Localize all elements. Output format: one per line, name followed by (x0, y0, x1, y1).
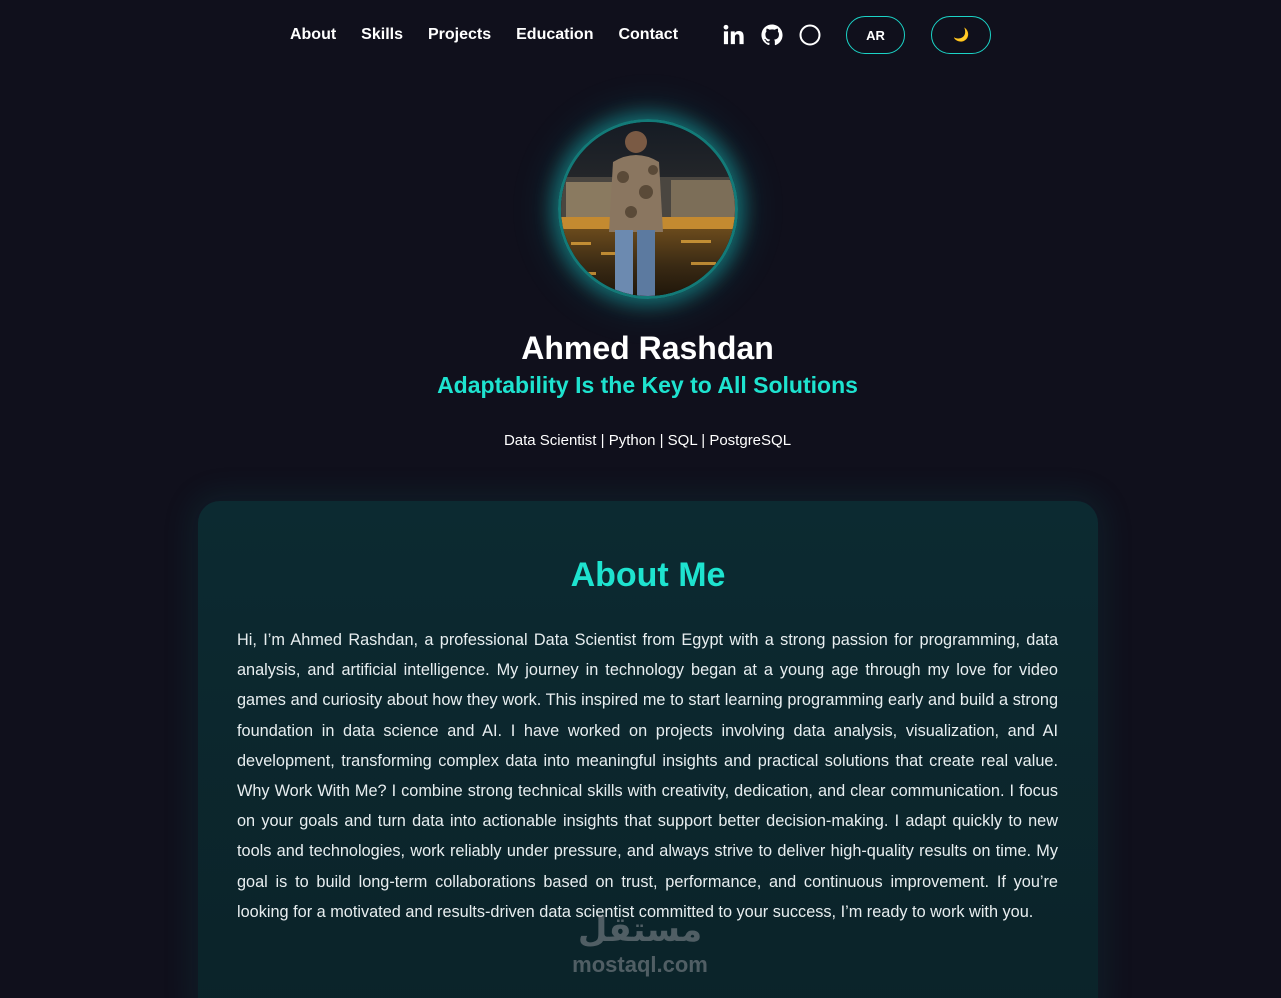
nav-link-skills[interactable]: Skills (361, 26, 403, 43)
about-text: Hi, I’m Ahmed Rashdan, a professional Data Scientist from Egypt with a strong passion for programming, data analysis, and artificial intelligence. My journey in technology began at a young age through my love for video games and curiosity about how they work. This inspired me to start learning programming early and build a strong foundation in data science and AI. I have worked on projects involving data analysis, visualization, and AI development, transforming complex data into meaningful insights and practical solutions that create real value. Why Work With Me? I combine strong technical skills with creativity, dedication, and clear communication. I focus on your goals and turn data into actionable insights that support better decision-making. I adapt quickly to new tools and technologies, work reliably under pressure, and always strive to deliver high-quality results on time. My goal is to build long-term collaborations based on trust, performance, and continuous improvement. If you’re looking for a motivated and results-driven data scientist committed to your success, I’m ready to work with you. (237, 631, 1058, 921)
about-title: About Me (570, 556, 726, 594)
profile-tagline: Adaptability Is the Key to All Solutions (437, 372, 858, 398)
nav-link-contact[interactable]: Contact (618, 26, 679, 43)
circle-icon[interactable] (798, 23, 822, 47)
nav-link-education[interactable]: Education (516, 26, 594, 43)
social-icons (722, 23, 822, 47)
nav-link-projects[interactable]: Projects (427, 26, 492, 43)
github-icon[interactable] (760, 23, 784, 47)
theme-toggle-button[interactable]: 🌙 (931, 16, 991, 54)
top-navigation (0, 0, 1281, 70)
nav-links (290, 26, 678, 44)
linkedin-icon[interactable] (722, 23, 746, 47)
language-toggle-button[interactable]: AR (846, 16, 905, 54)
nav-link-about[interactable]: About (289, 26, 337, 43)
nav-buttons (846, 16, 991, 54)
profile-roles: Data Scientist | Python | SQL | PostgreSQL (503, 432, 792, 449)
profile-name: Ahmed Rashdan (521, 330, 774, 366)
watermark-arabic: مستقل (577, 910, 703, 950)
watermark-latin: mostaql.com (572, 952, 708, 977)
about-section (198, 501, 1098, 998)
profile-avatar (558, 119, 738, 299)
